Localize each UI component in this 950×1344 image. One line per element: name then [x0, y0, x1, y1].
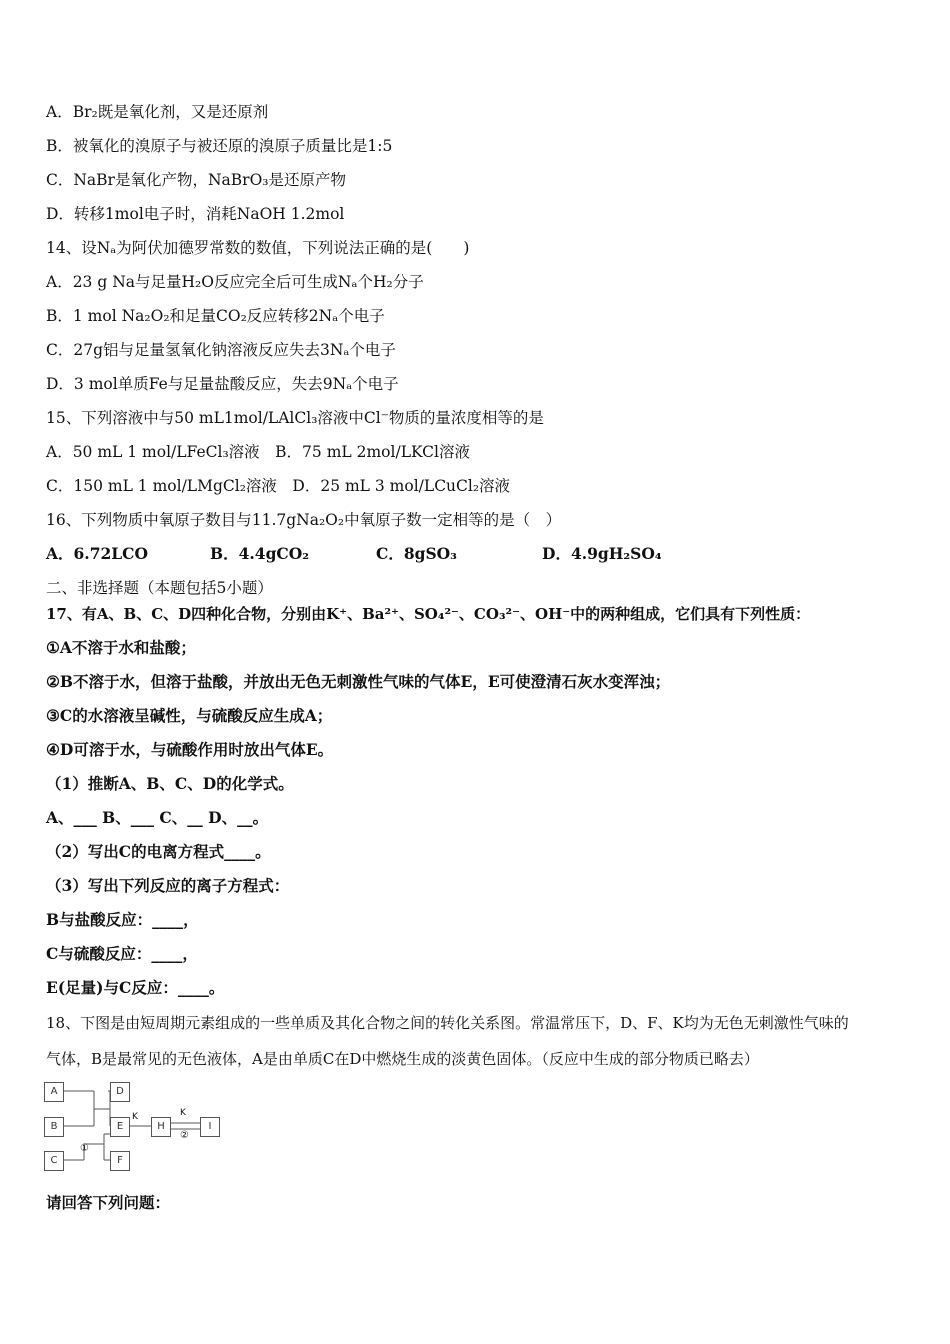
reaction-marker-1: ① — [80, 1143, 89, 1154]
node-i: I — [200, 1117, 220, 1137]
q17-stem: 17、有A、B、C、D四种化合物，分别由K⁺、Ba²⁺、SO₄²⁻、CO₃²⁻、OH⁻中的两种组成，它们具有下列性质： — [46, 605, 811, 623]
node-f: F — [110, 1151, 130, 1171]
diagram-connectors — [44, 1080, 224, 1172]
edge-label-k1: K — [132, 1112, 138, 1122]
reaction-marker-2: ② — [180, 1130, 189, 1141]
q17-sub3-a: B与盐酸反应：____， — [46, 910, 199, 929]
q14-option-b: B．1 mol Na₂O₂和足量CO₂反应转移2Nₐ个电子 — [46, 307, 385, 325]
q13-option-b: B．被氧化的溴原子与被还原的溴原子质量比是1:5 — [46, 137, 393, 155]
q15-stem: 15、下列溶液中与50 mL1mol/LAlCl₃溶液中Cl⁻物质的量浓度相等的是 — [46, 409, 544, 427]
node-a: A — [44, 1082, 64, 1102]
node-c: C — [44, 1151, 64, 1171]
q14-option-c: C．27g铝与足量氢氧化钠溶液反应失去3Nₐ个电子 — [46, 341, 396, 359]
q17-sub3-c: E(足量)与C反应：____。 — [46, 978, 225, 997]
q13-option-a: A．Br₂既是氧化剂，又是还原剂 — [46, 103, 269, 121]
q17-property-2: ②B不溶于水，但溶于盐酸，并放出无色无刺激性气味的气体E，E可使澄清石灰水变浑浊； — [46, 672, 671, 691]
q17-sub3: （3）写出下列反应的离子方程式： — [46, 876, 290, 895]
q14-option-d: D．3 mol单质Fe与足量盐酸反应，失去9Nₐ个电子 — [46, 375, 399, 393]
q14-stem: 14、设Nₐ为阿伏加德罗常数的数值，下列说法正确的是( ) — [46, 239, 470, 257]
q17-sub2: （2）写出C的电离方程式____。 — [46, 842, 271, 861]
q17-sub1-answer: A、___ B、___ C、__ D、__。 — [46, 808, 269, 827]
q18-prompt: 请回答下列问题： — [46, 1193, 171, 1212]
q17-property-4: ④D可溶于水，与硫酸作用时放出气体E。 — [46, 740, 334, 759]
q18-stem-line2: 气体，B是最常见的无色液体，A是由单质C在D中燃烧生成的淡黄色固体。（反应中生成的部分物质已略去） — [46, 1050, 759, 1068]
q17-property-3: ③C的水溶液呈碱性，与硫酸反应生成A； — [46, 706, 333, 725]
q16-option-d: D．4.9gH₂SO₄ — [542, 544, 662, 563]
edge-label-k2: K — [180, 1108, 186, 1118]
q18-stem-line1: 18、下图是由短周期元素组成的一些单质及其化合物之间的转化关系图。常温常压下，D、F、K均为无色无刺激性气味的 — [46, 1014, 849, 1032]
q13-option-c: C．NaBr是氧化产物，NaBrO₃是还原产物 — [46, 171, 346, 189]
section-heading: 二、非选择题（本题包括5小题） — [46, 579, 273, 597]
q17-sub1: （1）推断A、B、C、D的化学式。 — [46, 774, 294, 793]
q15-options-cd: C．150 mL 1 mol/LMgCl₂溶液 D．25 mL 3 mol/LCuCl₂溶液 — [46, 477, 511, 495]
q16-option-c: C．8gSO₃ — [376, 544, 457, 563]
node-h: H — [151, 1117, 171, 1137]
q13-option-d: D．转移1mol电子时，消耗NaOH 1.2mol — [46, 205, 345, 223]
q15-options-ab: A．50 mL 1 mol/LFeCl₃溶液 B．75 mL 2mol/LKCl溶液 — [46, 443, 470, 461]
node-b: B — [44, 1117, 64, 1137]
q16-stem: 16、下列物质中氧原子数目与11.7gNa₂O₂中氧原子数一定相等的是（ ） — [46, 511, 562, 529]
node-d: D — [110, 1082, 130, 1102]
q16-option-b: B．4.4gCO₂ — [210, 544, 310, 563]
q14-option-a: A．23 g Na与足量H₂O反应完全后可生成Nₐ个H₂分子 — [46, 273, 424, 291]
q17-sub3-b: C与硫酸反应：____， — [46, 944, 198, 963]
q16-option-a: A．6.72LCO — [46, 544, 149, 563]
conversion-diagram — [44, 1080, 224, 1172]
q17-property-1: ①A不溶于水和盐酸； — [46, 638, 196, 657]
node-e: E — [110, 1117, 130, 1137]
